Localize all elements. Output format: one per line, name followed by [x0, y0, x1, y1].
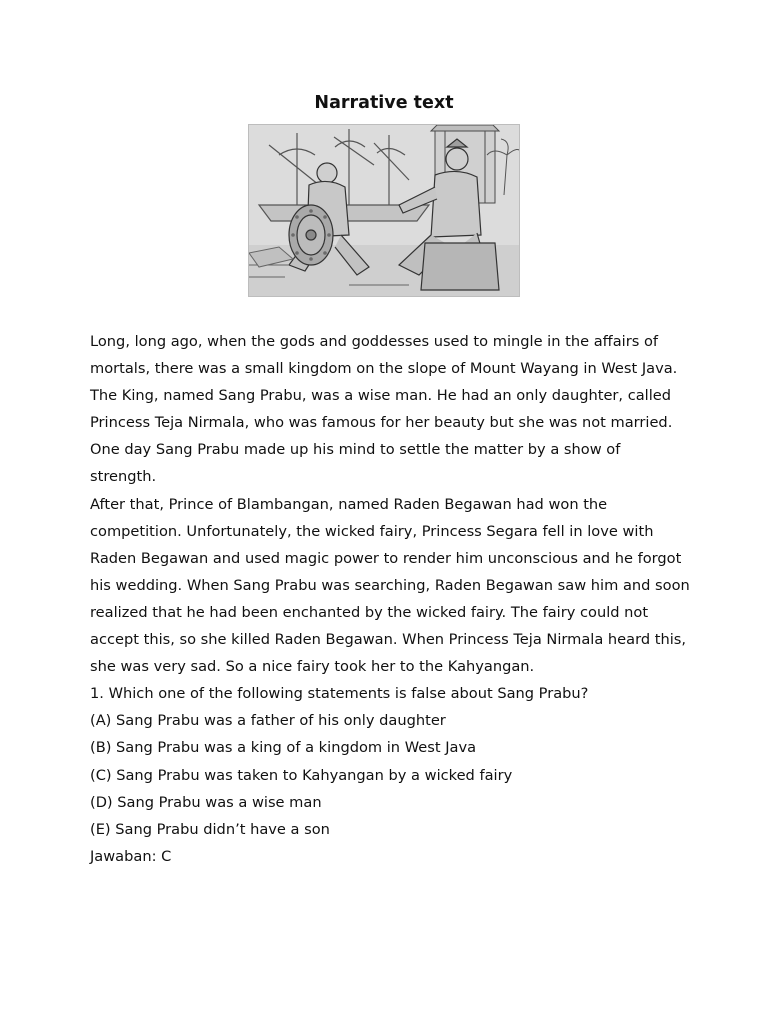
answer-option-c: (C) Sang Prabu was taken to Kahyangan by a wicked fairy [90, 766, 513, 784]
story-paragraph-2: After that, Prince of Blambangan, named Raden Begawan had won the competition. Unfortunately, the wicked fairy, Princess Segara fell in love with Raden Begawan and used magic power to render him unconscious and he forgot his wedding. When Sang Prabu was searching, Raden Begawan saw him and soon realized that he had been enchanted by the wicked fairy. The fairy could not accept this, so she killed Raden Begawan. When Princess Teja Nirmala heard this, she was very sad. So a nice fairy took her to the Kahyangan. [90, 495, 690, 676]
answer-option-b: (B) Sang Prabu was a king of a kingdom in West Java [90, 739, 477, 757]
answer-option-d: (D) Sang Prabu was a wise man [90, 793, 322, 811]
document-title: Narrative text [314, 93, 454, 113]
sketch-illustration-icon [248, 124, 520, 297]
answer-option-e: (E) Sang Prabu didn’t have a son [90, 820, 330, 838]
answer-option-a: (A) Sang Prabu was a father of his only daughter [90, 712, 446, 730]
answer-key: Jawaban: C [90, 847, 172, 865]
question-text: 1. Which one of the following statements is false about Sang Prabu? [90, 685, 589, 703]
story-paragraph-1: Long, long ago, when the gods and goddesses used to mingle in the affairs of mortals, there was a small kingdom on the slope of Mount Wayang in West Java. The King, named Sang Prabu, was a wise man. He had an only daughter, called Princess Teja Nirmala, who was famous for her beauty but she was not married. One day Sang Prabu made up his mind to settle the matter by a show of strength. [90, 333, 678, 486]
document-body [90, 328, 690, 870]
